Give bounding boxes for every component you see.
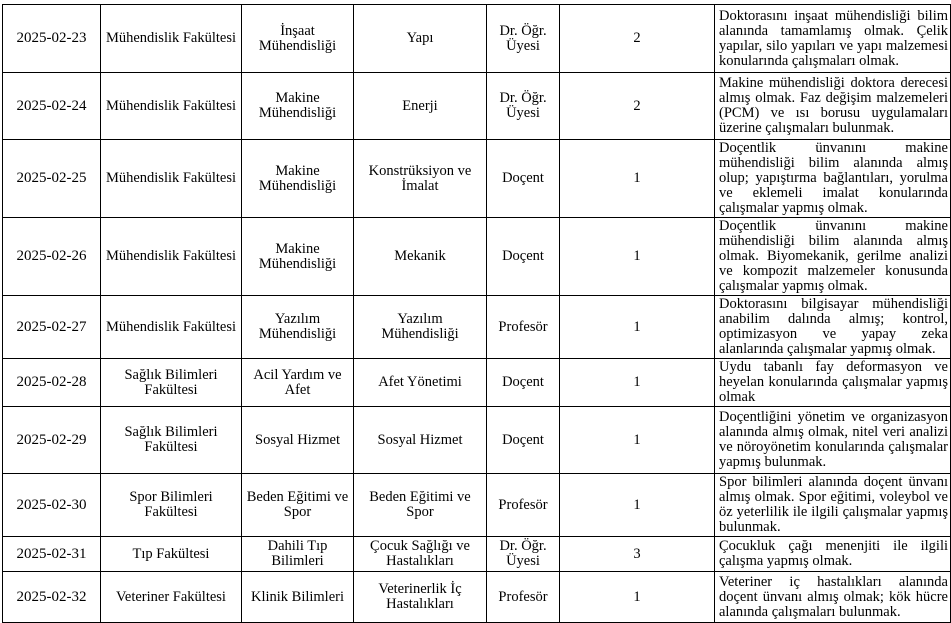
department-cell: Dahili Tıp Bilimleri (242, 537, 354, 572)
title-cell: Dr. Öğr. Üyesi (487, 73, 560, 140)
table-row (3, 359, 951, 407)
description-cell: Doktorasını inşaat mühendisliği bilim alanında tamamlamış olmak. Çelik yapılar, silo yapıları ve yapı malzemesi konularında çalışmaları olmak. (715, 5, 951, 73)
table-row (3, 474, 951, 537)
count-cell: 3 (560, 537, 715, 572)
count-cell: 1 (560, 296, 715, 359)
description-cell: Doçentlik ünvanını makine mühendisliği bilim alanında almış olmak. Biyomekanik, gerilme analizi ve kompozit malzemeler konusunda çalışmalar yapmış olmak. (715, 218, 951, 296)
description-cell: Doktorasını bilgisayar mühendisliği anabilim dalında almış; kontrol, optimizasyon ve yapay zeka alanlarında çalışmalar yapmış olmak. (715, 296, 951, 359)
table-row (3, 572, 951, 623)
title-cell: Doçent (487, 359, 560, 407)
department-cell: Makine Mühendisliği (242, 140, 354, 218)
count-cell: 1 (560, 474, 715, 537)
title-cell: Dr. Öğr. Üyesi (487, 5, 560, 73)
faculty-cell: Sağlık Bilimleri Fakültesi (101, 407, 242, 474)
title-cell: Profesör (487, 572, 560, 623)
position-code: 2025-02-27 (3, 296, 101, 359)
table-row (3, 296, 951, 359)
faculty-cell: Mühendislik Fakültesi (101, 218, 242, 296)
position-code: 2025-02-23 (3, 5, 101, 73)
description-cell: Spor bilimleri alanında doçent ünvanı almış olmak. Spor eğitimi, voleybol ve öz yeterlilik ile ilgili çalışmalar yapmış bulunmak. (715, 474, 951, 537)
position-code: 2025-02-30 (3, 474, 101, 537)
faculty-cell: Mühendislik Fakültesi (101, 140, 242, 218)
department-cell: Acil Yardım ve Afet (242, 359, 354, 407)
department-cell: Sosyal Hizmet (242, 407, 354, 474)
department-cell: Makine Mühendisliği (242, 218, 354, 296)
table-row (3, 140, 951, 218)
table-row (3, 73, 951, 140)
table-row (3, 537, 951, 572)
description-cell: Doçentliğini yönetim ve organizasyon alanında almış olmak, nitel veri analizi ve nöroyönetim konularında çalışmalar yapmış bulunmak. (715, 407, 951, 474)
title-cell: Dr. Öğr. Üyesi (487, 537, 560, 572)
title-cell: Profesör (487, 296, 560, 359)
description-cell: Uydu tabanlı fay deformasyon ve heyelan konularında çalışmalar yapmış olmak (715, 359, 951, 407)
position-code: 2025-02-26 (3, 218, 101, 296)
position-code: 2025-02-25 (3, 140, 101, 218)
title-cell: Doçent (487, 218, 560, 296)
table-row (3, 407, 951, 474)
title-cell: Profesör (487, 474, 560, 537)
position-code: 2025-02-29 (3, 407, 101, 474)
count-cell: 1 (560, 407, 715, 474)
table-row (3, 5, 951, 73)
faculty-cell: Tıp Fakültesi (101, 537, 242, 572)
position-code: 2025-02-31 (3, 537, 101, 572)
field-cell: Konstrüksiyon ve İmalat (354, 140, 487, 218)
title-cell: Doçent (487, 407, 560, 474)
faculty-cell: Veteriner Fakültesi (101, 572, 242, 623)
faculty-cell: Sağlık Bilimleri Fakültesi (101, 359, 242, 407)
faculty-cell: Spor Bilimleri Fakültesi (101, 474, 242, 537)
field-cell: Mekanik (354, 218, 487, 296)
field-cell: Beden Eğitimi ve Spor (354, 474, 487, 537)
position-code: 2025-02-28 (3, 359, 101, 407)
department-cell: Yazılım Mühendisliği (242, 296, 354, 359)
position-code: 2025-02-32 (3, 572, 101, 623)
position-code: 2025-02-24 (3, 73, 101, 140)
faculty-cell: Mühendislik Fakültesi (101, 296, 242, 359)
faculty-cell: Mühendislik Fakültesi (101, 5, 242, 73)
field-cell: Sosyal Hizmet (354, 407, 487, 474)
field-cell: Yapı (354, 5, 487, 73)
field-cell: Veterinerlik İç Hastalıkları (354, 572, 487, 623)
faculty-cell: Mühendislik Fakültesi (101, 73, 242, 140)
description-cell: Doçentlik ünvanını makine mühendisliği bilim alanında almış olup; yapıştırma bağlantıları, yorulma ve eklemeli imalat konularında çalışmalar yapmış olmak. (715, 140, 951, 218)
positions-table (2, 4, 951, 623)
description-cell: Makine mühendisliği doktora derecesi almış olmak. Faz değişim malzemeleri (PCM) ve ısı borusu uygulamaları üzerine çalışmaları bulunmak. (715, 73, 951, 140)
count-cell: 1 (560, 359, 715, 407)
count-cell: 1 (560, 218, 715, 296)
field-cell: Afet Yönetimi (354, 359, 487, 407)
table-row (3, 218, 951, 296)
title-cell: Doçent (487, 140, 560, 218)
description-cell: Çocukluk çağı menenjiti ile ilgili çalışma yapmış olmak. (715, 537, 951, 572)
count-cell: 2 (560, 73, 715, 140)
count-cell: 1 (560, 572, 715, 623)
count-cell: 2 (560, 5, 715, 73)
department-cell: Beden Eğitimi ve Spor (242, 474, 354, 537)
department-cell: İnşaat Mühendisliği (242, 5, 354, 73)
field-cell: Çocuk Sağlığı ve Hastalıkları (354, 537, 487, 572)
field-cell: Enerji (354, 73, 487, 140)
department-cell: Klinik Bilimleri (242, 572, 354, 623)
field-cell: Yazılım Mühendisliği (354, 296, 487, 359)
count-cell: 1 (560, 140, 715, 218)
department-cell: Makine Mühendisliği (242, 73, 354, 140)
description-cell: Veteriner iç hastalıkları alanında doçent ünvanı almış olmak; kök hücre alanında çalışmaları bulunmak. (715, 572, 951, 623)
